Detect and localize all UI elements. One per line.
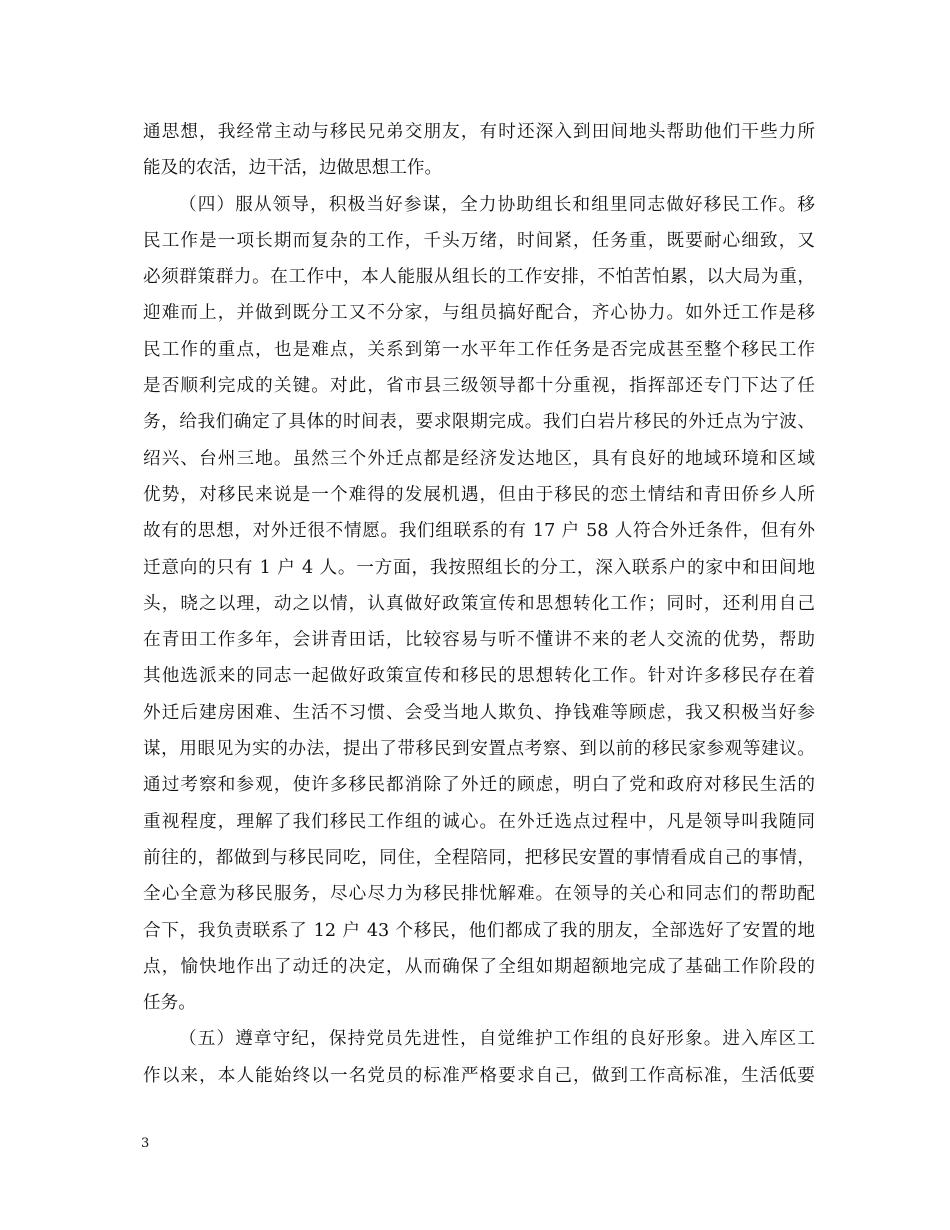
text-line: 优势，对移民来说是一个难得的发展机遇，但由于移民的恋土情结和青田侨乡人所 xyxy=(143,484,815,505)
text-line: 其他选派来的同志一起做好政策宣传和移民的思想转化工作。针对许多移民存在着 xyxy=(143,666,815,687)
text-line: 外迁后建房困难、生活不习惯、会受当地人欺负、挣钱难等顾虑，我又积极当好参 xyxy=(143,702,815,723)
text-line: 头，晓之以理，动之以情，认真做好政策宣传和思想转化工作；同时，还利用自己 xyxy=(143,593,815,614)
text-line: 迎难而上，并做到既分工又不分家，与组员搞好配合，齐心协力。如外迁工作是移 xyxy=(143,303,815,324)
text-line: 民工作是一项长期而复杂的工作，千头万绪，时间紧，任务重，既要耐心细致，又 xyxy=(143,230,815,251)
text-line: 必须群策群力。在工作中，本人能服从组长的工作安排，不怕苦怕累，以大局为重， xyxy=(143,267,815,288)
text-line: 民工作的重点，也是难点，关系到第一水平年工作任务是否完成甚至整个移民工作 xyxy=(143,339,815,360)
text-line: 通过考察和参观，使许多移民都消除了外迁的顾虑，明白了党和政府对移民生活的 xyxy=(143,775,815,796)
text-line: 故有的思想，对外迁很不情愿。我们组联系的有 17 户 58 人符合外迁条件，但有外 xyxy=(143,521,815,542)
text-line: 是否顺利完成的关键。对此，省市县三级领导都十分重视，指挥部还专门下达了任 xyxy=(143,376,815,397)
text-line: 合下，我负责联系了 12 户 43 个移民，他们都成了我的朋友，全部选好了安置的地 xyxy=(143,920,815,941)
text-line: 通思想，我经常主动与移民兄弟交朋友，有时还深入到田间地头帮助他们干些力所 xyxy=(143,122,815,142)
text-line: 迁意向的只有 1 户 4 人。一方面，我按照组长的分工，深入联系户的家中和田间地 xyxy=(143,557,815,578)
text-line: 在青田工作多年，会讲青田话，比较容易与听不懂讲不来的老人交流的优势，帮助 xyxy=(143,630,815,651)
text-line: 能及的农活，边干活，边做思想工作。 xyxy=(143,158,443,179)
text-line: 务，给我们确定了具体的时间表，要求限期完成。我们白岩片移民的外迁点为宁波、 xyxy=(143,412,815,433)
text-line: 绍兴、台州三地。虽然三个外迁点都是经济发达地区，具有良好的地域环境和区域 xyxy=(143,448,815,469)
body-text xyxy=(143,114,815,1094)
text-line: 重视程度，理解了我们移民工作组的诚心。在外迁选点过程中，凡是领导叫我随同 xyxy=(143,811,815,832)
text-line: 前往的，都做到与移民同吃，同住，全程陪同，把移民安置的事情看成自己的事情， xyxy=(143,847,815,868)
text-line: 点，愉快地作出了动迁的决定，从而确保了全组如期超额地完成了基础工作阶段的 xyxy=(143,956,815,977)
text-line: 作以来，本人能始终以一名党员的标准严格要求自己，做到工作高标准，生活低要 xyxy=(143,1065,815,1086)
paragraph-start-line: （四）服从领导，积极当好参谋，全力协助组长和组里同志做好移民工作。移 xyxy=(179,194,815,215)
text-line: 任务。 xyxy=(143,993,196,1014)
text-line: 谋，用眼见为实的办法，提出了带移民到安置点考察、到以前的移民家参观等建议。 xyxy=(143,739,815,760)
paragraph-start-line: （五）遵章守纪，保持党员先进性，自觉维护工作组的良好形象。进入库区工 xyxy=(179,1029,815,1050)
text-line: 全心全意为移民服务，尽心尽力为移民排忧解难。在领导的关心和同志们的帮助配 xyxy=(143,884,815,905)
page-number: 3 xyxy=(141,1136,150,1151)
